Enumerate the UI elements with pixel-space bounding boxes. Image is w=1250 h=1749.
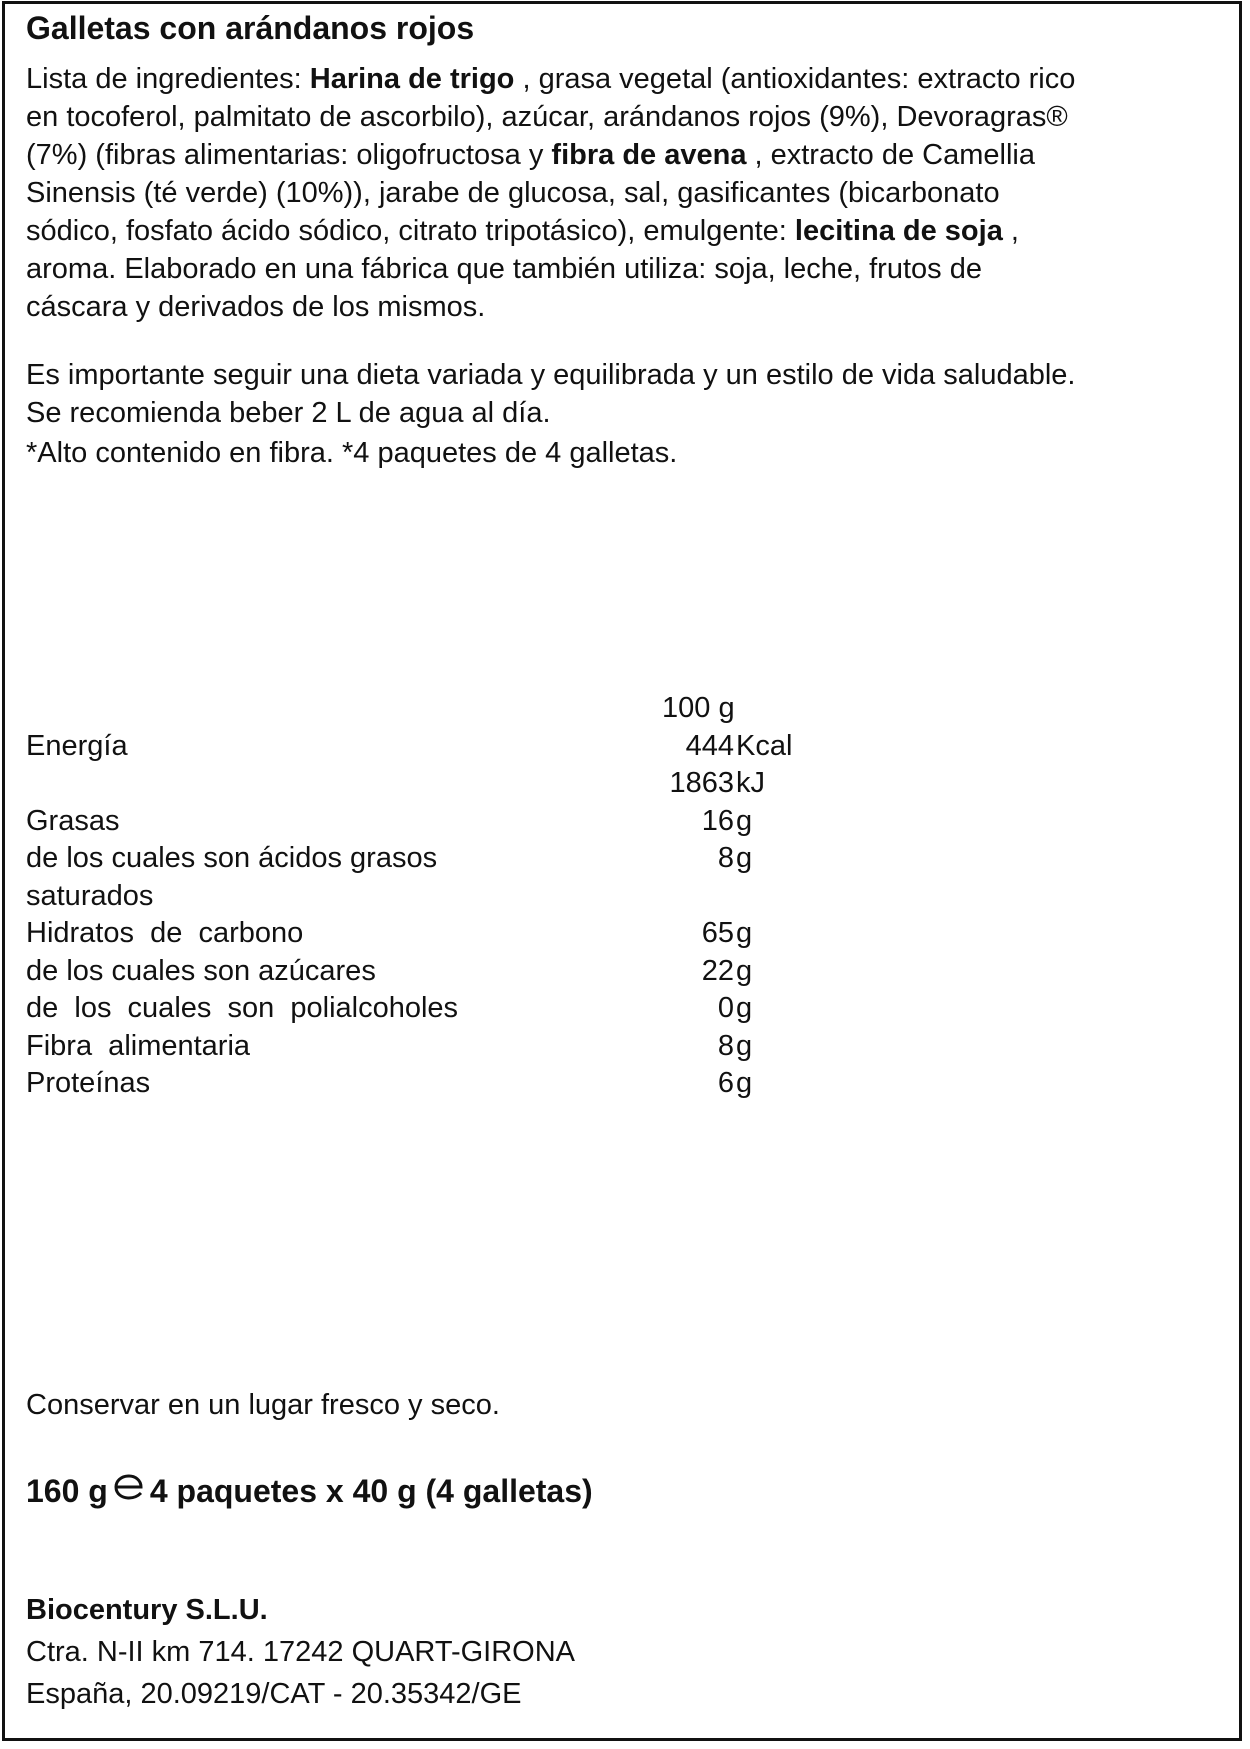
e-mark-icon (112, 1471, 146, 1511)
nutrient-unit: g (736, 992, 753, 1024)
advice-line-3: *Alto contenido en fibra. *4 paquetes de 4 galletas. (26, 437, 678, 469)
ingredients-text: , extracto de Camellia (746, 139, 1035, 171)
nutrient-label: Hidratos de carbono (26, 917, 304, 949)
storage-instructions: Conservar en un lugar fresco y seco. (26, 1389, 500, 1421)
nutrient-value: 8 (717, 842, 734, 874)
ingredients-text: (7%) (fibras alimentarias: oligofructosa y (26, 139, 552, 171)
ingredients-text: aroma. Elaborado en una fábrica que también utiliza: soja, leche, frutos de (26, 253, 982, 285)
ingredients-line (26, 98, 1216, 136)
ingredients-text: cáscara y derivados de los mismos. (26, 291, 486, 323)
nutrient-label: de los cuales son polialcoholes (26, 992, 459, 1024)
ingredients-line (26, 250, 1216, 288)
advice-line-1: Es importante seguir una dieta variada y equilibrada y un estilo de vida saludable. (26, 359, 1076, 391)
label-text (26, 8, 1216, 472)
net-weight-value: 160 g (26, 1473, 108, 1509)
nutrient-value: 22 (701, 954, 734, 987)
nutrition-row (26, 765, 806, 803)
ingredients-text: , (1002, 215, 1019, 247)
company-info (26, 1589, 575, 1715)
nutrient-label: saturados (26, 879, 154, 912)
nutrition-row (26, 1065, 806, 1103)
nutrient-unit: Kcal (736, 729, 793, 762)
nutrition-row (26, 990, 806, 1028)
nutrient-unit: g (736, 954, 753, 987)
nutrient-value: 8 (717, 1029, 734, 1062)
nutrient-label: Grasas (26, 804, 120, 837)
nutrient-unit: g (736, 804, 753, 837)
ingredients-list (26, 60, 1216, 326)
ingredients-text: Lista de ingredientes: (26, 63, 310, 95)
ingredients-line (26, 212, 1216, 250)
ingredients-text: Sinensis (té verde) (10%)), jarabe de glucosa, sal, gasificantes (bicarbonato (26, 177, 1000, 209)
ingredients-line (26, 60, 1216, 98)
nutrient-unit: kJ (736, 767, 765, 799)
nutrition-row (26, 915, 806, 953)
nutrition-row (26, 953, 806, 991)
net-weight (26, 1471, 593, 1514)
company-address: Ctra. N-II km 714. 17242 QUART-GIRONA (26, 1636, 576, 1668)
net-weight-detail: 4 paquetes x 40 g (4 galletas) (149, 1473, 593, 1509)
nutrition-row (26, 728, 806, 766)
ingredients-line (26, 136, 1216, 174)
nutrient-label: Proteínas (26, 1067, 151, 1099)
advice-line-2: Se recomienda beber 2 L de agua al día. (26, 397, 551, 429)
nutrient-label: Fibra alimentaria (26, 1029, 251, 1062)
nutrient-value: 1863 (669, 767, 734, 799)
nutrition-header-row (26, 690, 806, 728)
nutrient-label: de los cuales son azúcares (26, 954, 376, 987)
nutrient-unit: g (736, 1067, 753, 1099)
nutrient-unit: g (736, 1029, 753, 1062)
allergen-text: fibra de avena (551, 139, 747, 171)
ingredients-text: , grasa vegetal (antioxidantes: extracto rico (514, 63, 1076, 95)
nutrient-value: 16 (701, 804, 734, 837)
nutrition-row (26, 803, 806, 841)
nutrient-value: 0 (717, 992, 734, 1024)
nutrient-value: 6 (717, 1067, 734, 1099)
nutrition-row (26, 840, 806, 878)
ingredients-line (26, 288, 1216, 326)
nutrition-row (26, 1028, 806, 1066)
ingredients-line (26, 174, 1216, 212)
nutrient-unit: g (736, 842, 753, 874)
ingredients-text: sódico, fosfato ácido sódico, citrato tripotásico), emulgente: (26, 215, 795, 247)
ingredients-text: en tocoferol, palmitato de ascorbilo), azúcar, arándanos rojos (9%), Devoragras® (26, 101, 1068, 133)
nutrition-row (26, 878, 806, 916)
nutrient-unit: g (736, 917, 753, 949)
nutrient-value: 65 (701, 917, 734, 949)
allergen-text: Harina de trigo (309, 63, 515, 95)
nutrition-header: 100 g (662, 692, 735, 724)
nutrient-label: de los cuales son ácidos grasos (26, 842, 438, 874)
nutrient-label: Energía (26, 729, 128, 762)
allergen-text: lecitina de soja (794, 215, 1003, 247)
nutrient-value: 444 (685, 729, 734, 762)
product-title: Galletas con arándanos rojos (26, 10, 475, 46)
company-registry: España, 20.09219/CAT - 20.35342/GE (26, 1678, 522, 1710)
nutrition-table (26, 690, 806, 1103)
advice-text (26, 356, 1216, 472)
company-name: Biocentury S.L.U. (26, 1594, 268, 1626)
